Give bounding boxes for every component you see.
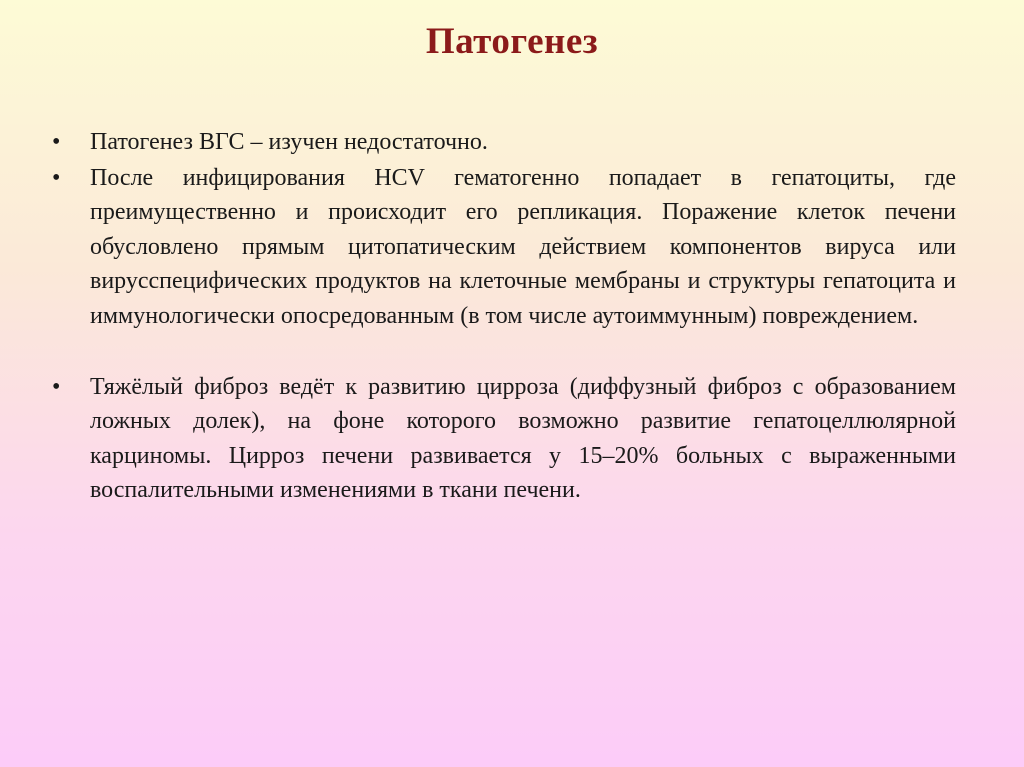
bullet-item <box>52 161 956 334</box>
bullet-icon: • <box>52 129 61 155</box>
slide-title: Патогенез <box>425 21 599 62</box>
bullet-item <box>52 125 956 160</box>
bullet-icon: • <box>52 373 61 400</box>
bullet-item <box>52 370 956 508</box>
bullet-text: Патогенез ВГС – изучен недостаточно. <box>90 129 488 155</box>
bullet-text: После инфицирования HCV гематогенно попадает в гепатоциты, где преимущественно и происходит его репликация. Поражение клеток печени обусловлено прямым цитопатическим действием компонентов вируса или вирусспецифических продуктов на клеточные мембраны и структуры гепатоцита и иммунологически опосредованным (в том числе аутоиммунным) повреждением. <box>90 164 956 329</box>
bullet-icon: • <box>52 164 61 191</box>
bullet-list <box>52 125 956 508</box>
bullet-text: Тяжёлый фиброз ведёт к развитию цирроза (диффузный фиброз с образованием ложных долек), на фоне которого возможно развитие гепатоцеллюлярной карциномы. Цирроз печени развивается у 15–20% больных с выраженными воспалительными изменениями в ткани печени. <box>90 373 956 504</box>
